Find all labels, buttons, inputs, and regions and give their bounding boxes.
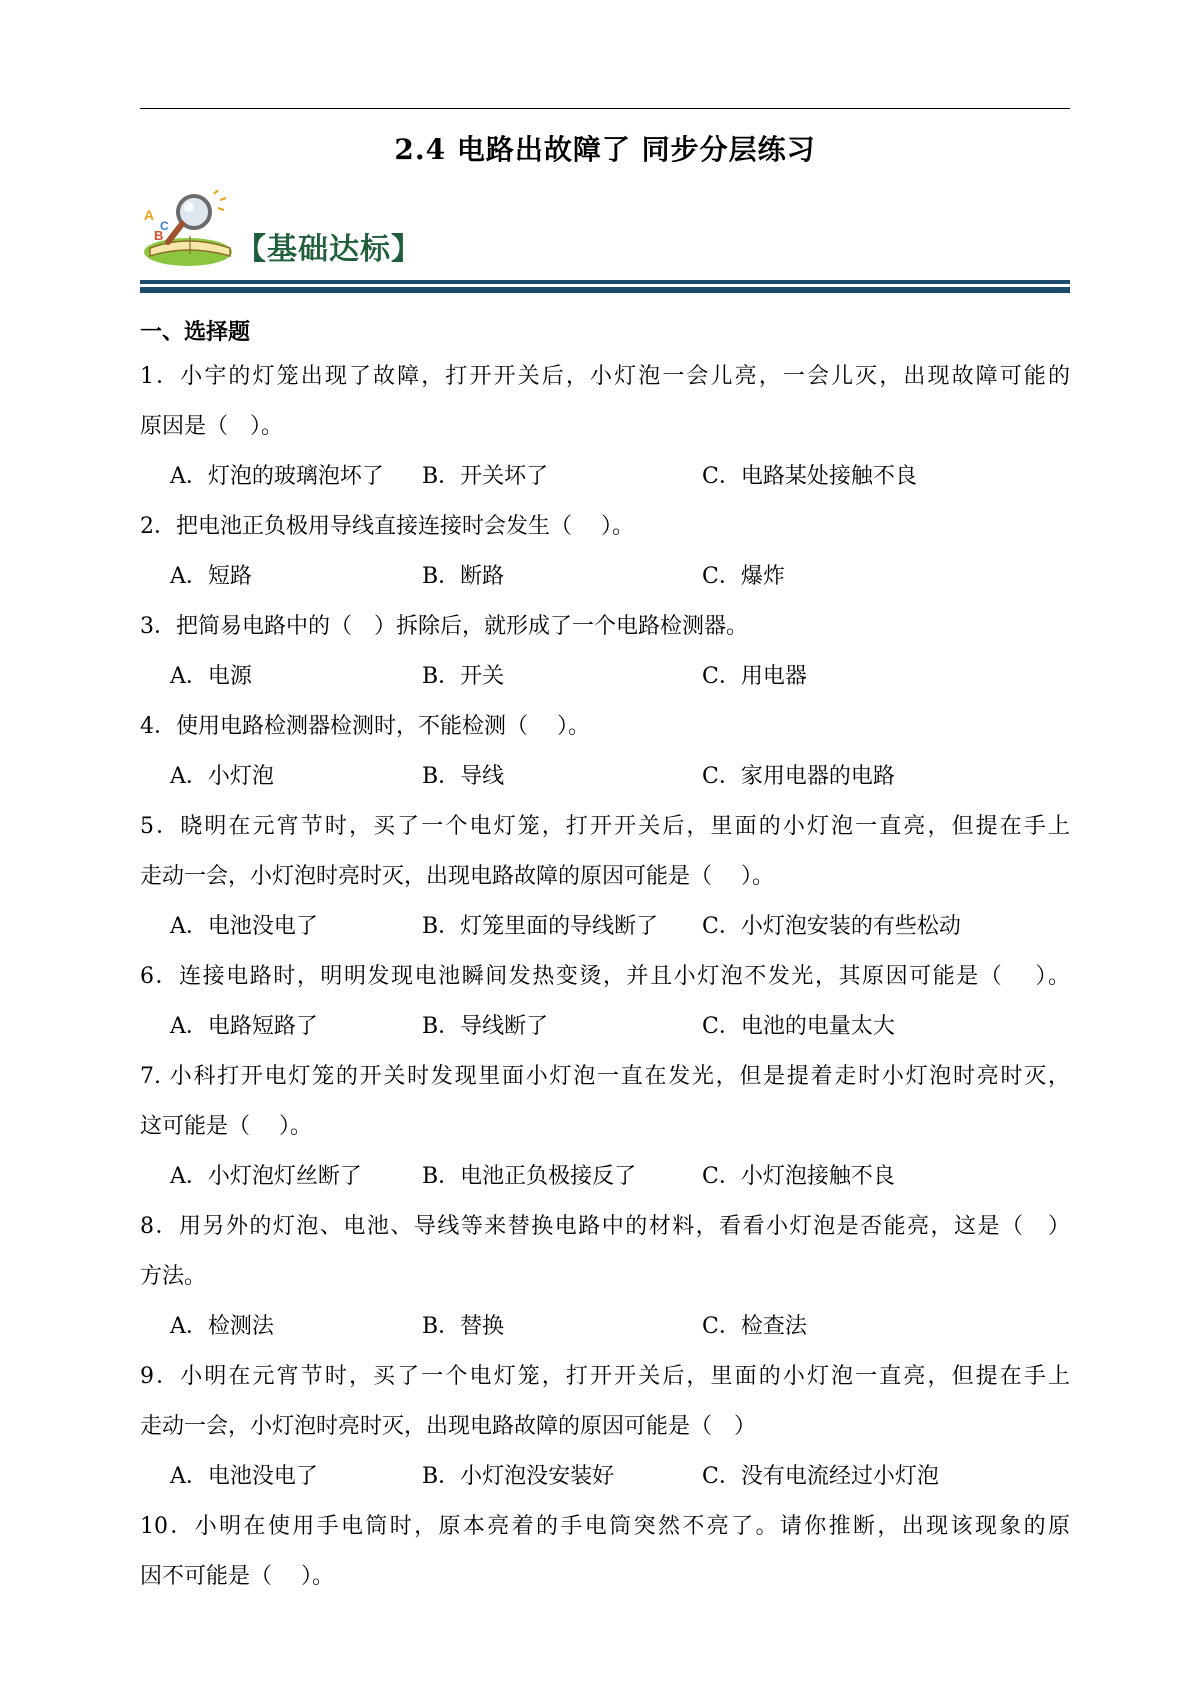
question-text: 走动一会，小灯泡时亮时灭，出现电路故障的原因可能是（ ） <box>140 1414 757 1439</box>
option-c: C．家用电器的电路 <box>702 764 895 789</box>
logo-letter-a: A <box>144 207 155 223</box>
question-text: 走动一会，小灯泡时亮时灭，出现电路故障的原因可能是（ ）。 <box>140 864 774 889</box>
section-heading: 一、选择题 <box>140 319 251 345</box>
logo-letter-c: C <box>160 219 169 233</box>
question-text: 10．小明在使用手电筒时，原本亮着的手电筒突然不亮了。请你推断，出现该现象的原 <box>140 1514 1070 1539</box>
question-9 <box>140 1352 1070 1502</box>
question-text: 8．用另外的灯泡、电池、导线等来替换电路中的材料，看看小灯泡是否能亮，这是（ ） <box>140 1214 1070 1239</box>
answer-options <box>140 902 1070 952</box>
option-a: A．电池没电了 <box>170 914 318 939</box>
option-b: B．开关坏了 <box>422 464 549 489</box>
question-text: 2．把电池正负极用导线直接连接时会发生（ ）。 <box>140 514 634 539</box>
option-c: C．没有电流经过小灯泡 <box>702 1464 939 1489</box>
question-5 <box>140 802 1070 952</box>
question-text: 方法。 <box>140 1264 207 1289</box>
answer-options <box>140 1452 1070 1502</box>
question-text: 因不可能是（ ）。 <box>140 1564 334 1589</box>
option-c: C．用电器 <box>702 664 807 689</box>
option-a: A．检测法 <box>170 1314 274 1339</box>
option-b: B．灯笼里面的导线断了 <box>422 914 659 939</box>
option-c: C．检查法 <box>702 1314 807 1339</box>
option-c: C．小灯泡接触不良 <box>702 1164 895 1189</box>
answer-options <box>140 1002 1070 1052</box>
section-banner <box>140 190 1070 300</box>
question-text: 6．连接电路时，明明发现电池瞬间发热变烫，并且小灯泡不发光，其原因可能是（ ）。 <box>140 964 1070 989</box>
option-a: A．灯泡的玻璃泡坏了 <box>170 464 384 489</box>
question-1 <box>140 352 1070 502</box>
answer-options <box>140 752 1070 802</box>
question-text: 4．使用电路检测器检测时，不能检测（ ）。 <box>140 714 590 739</box>
option-c: C．电池的电量太大 <box>702 1014 895 1039</box>
question-text: 这可能是（ ）。 <box>140 1114 312 1139</box>
question-2 <box>140 502 1070 602</box>
magnifier-book-icon <box>140 190 240 270</box>
option-b: B．替换 <box>422 1314 505 1339</box>
answer-options <box>140 1152 1070 1202</box>
option-b: B．小灯泡没安装好 <box>422 1464 615 1489</box>
question-7 <box>140 1052 1070 1202</box>
question-text: 7. 小科打开电灯笼的开关时发现里面小灯泡一直在发光，但是提着走时小灯泡时亮时灭， <box>140 1064 1070 1089</box>
answer-options <box>140 452 1070 502</box>
question-3 <box>140 602 1070 702</box>
question-text: 5．晓明在元宵节时，买了一个电灯笼，打开开关后，里面的小灯泡一直亮，但提在手上 <box>140 814 1070 839</box>
option-c: C．小灯泡安装的有些松动 <box>702 914 961 939</box>
option-a: A．短路 <box>170 564 252 589</box>
option-c: C．爆炸 <box>702 564 785 589</box>
banner-double-rule <box>140 280 1070 293</box>
section-banner-label: 【基础达标】 <box>236 232 422 267</box>
question-text: 1．小宇的灯笼出现了故障，打开开关后，小灯泡一会儿亮，一会儿灭，出现故障可能的 <box>140 364 1070 389</box>
option-b: B．导线 <box>422 764 505 789</box>
option-b: B．电池正负极接反了 <box>422 1164 637 1189</box>
question-4 <box>140 702 1070 802</box>
answer-options <box>140 1302 1070 1352</box>
header-rule <box>140 108 1070 109</box>
option-a: A．小灯泡灯丝断了 <box>170 1164 362 1189</box>
option-c: C．电路某处接触不良 <box>702 464 917 489</box>
option-a: A．电路短路了 <box>170 1014 318 1039</box>
option-a: A．电源 <box>170 664 252 689</box>
option-b: B．导线断了 <box>422 1014 549 1039</box>
question-text: 9．小明在元宵节时，买了一个电灯笼，打开开关后，里面的小灯泡一直亮，但提在手上 <box>140 1364 1070 1389</box>
option-b: B．开关 <box>422 664 505 689</box>
question-text: 原因是（ ）。 <box>140 414 284 439</box>
answer-options <box>140 652 1070 702</box>
option-a: A．小灯泡 <box>170 764 274 789</box>
page-title: 2.4 电路出故障了 同步分层练习 <box>394 133 816 166</box>
question-list <box>140 312 1070 1602</box>
logo-letter-b: B <box>154 228 164 243</box>
answer-options <box>140 552 1070 602</box>
question-10 <box>140 1502 1070 1602</box>
question-6 <box>140 952 1070 1052</box>
option-b: B．断路 <box>422 564 505 589</box>
question-8 <box>140 1202 1070 1352</box>
option-a: A．电池没电了 <box>170 1464 318 1489</box>
question-text: 3．把简易电路中的（ ）拆除后，就形成了一个电路检测器。 <box>140 614 748 639</box>
